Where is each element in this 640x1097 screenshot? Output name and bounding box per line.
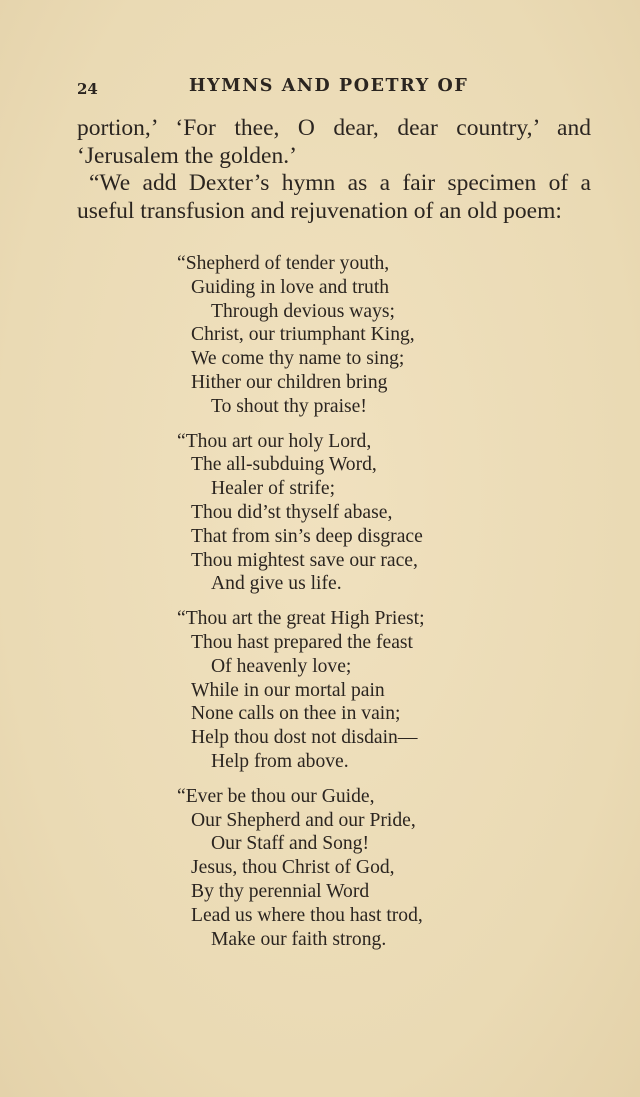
poem-line: Help from above.	[211, 750, 349, 772]
poem-line: And give us life.	[211, 573, 342, 595]
paragraph: “We add Dexter’s hymn as a fair specimen of a useful transfusion and rejuvenation of an old poem:	[77, 170, 591, 224]
poem-line: “Thou art the great High Priest;	[177, 608, 425, 630]
poem-line: By thy perennial Word	[191, 880, 370, 902]
poem-line: Thou did’st thyself abase,	[191, 501, 393, 523]
paragraph: portion,’ ‘For thee, O dear, dear country,’ and ‘Jerusalem the golden.’	[77, 115, 591, 169]
poem-line: Our Staff and Song!	[211, 833, 370, 855]
poem-line: The all-subduing Word,	[191, 454, 377, 476]
poem-line: None calls on thee in vain;	[191, 703, 401, 725]
poem-line: That from sin’s deep disgrace	[191, 525, 423, 547]
poem-line: To shout thy praise!	[211, 395, 367, 417]
poem-line: Help thou dost not disdain—	[191, 727, 418, 749]
poem-line: “Ever be thou our Guide,	[177, 785, 375, 807]
stanza	[177, 785, 425, 952]
poem-line: While in our mortal pain	[191, 679, 385, 701]
running-header	[77, 76, 479, 100]
poem-line: “Thou art our holy Lord,	[177, 430, 372, 452]
stanza	[177, 607, 425, 774]
poem-line: “Shepherd of tender youth,	[177, 253, 390, 274]
poem-line: Thou hast prepared the feast	[191, 631, 413, 653]
stanza	[177, 252, 425, 419]
poem-line: We come thy name to sing;	[191, 348, 405, 370]
poem-line: Lead us where thou hast trod,	[191, 904, 423, 926]
poem-line: Jesus, thou Christ of God,	[191, 857, 395, 879]
poem-line: Hither our children bring	[191, 371, 388, 393]
poem-line: Thou mightest save our race,	[191, 549, 418, 571]
prose-text	[77, 115, 591, 225]
poem-line: Through devious ways;	[211, 300, 395, 322]
poem-line: Make our faith strong.	[211, 928, 387, 950]
stanza	[177, 430, 425, 597]
poem-line: Healer of strife;	[211, 478, 336, 500]
hymn-poem	[177, 252, 425, 962]
page-number: 24	[77, 80, 98, 98]
poem-line: Guiding in love and truth	[191, 276, 390, 298]
running-title: HYMNS AND POETRY OF	[189, 76, 469, 96]
poem-line: Our Shepherd and our Pride,	[191, 809, 416, 831]
poem-line: Christ, our triumphant King,	[191, 324, 415, 346]
poem-line: Of heavenly love;	[211, 655, 352, 677]
